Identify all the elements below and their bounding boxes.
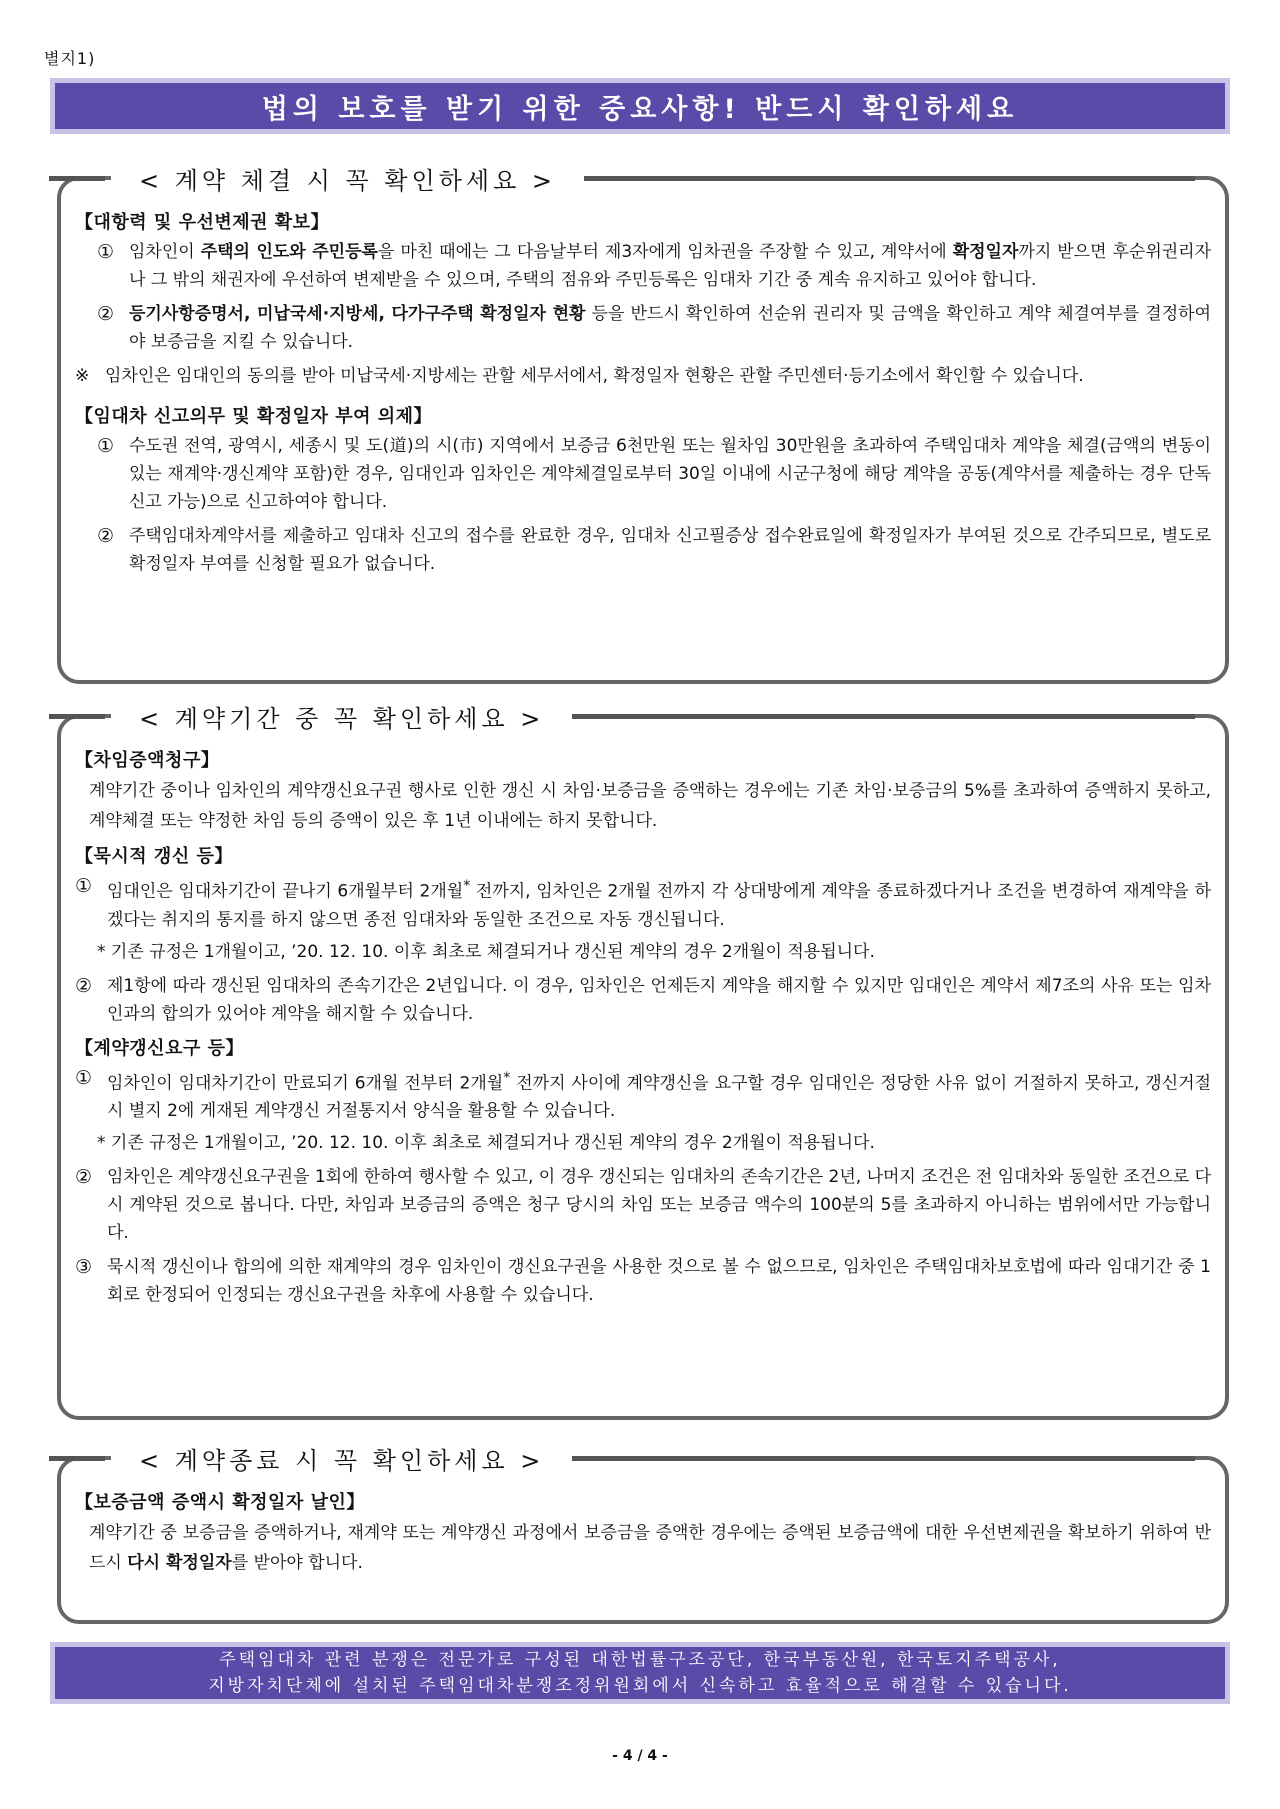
section-header xyxy=(111,158,1195,198)
list-item xyxy=(75,1064,1211,1126)
list-item xyxy=(75,972,1211,1028)
item-text: 수도권 전역, 광역시, 세종시 및 도(道)의 시(市) 지역에서 보증금 6천만원 또는 월차임 30만원을 초과하여 주택임대차 계약을 체결(금액의 변동이 있는 재계약·갱신계약 포함)한 경우, 임대인과 임차인은 계약체결일로부터 30일 이내에 시군구청에 해당 계약을 공동(계약서를 제출하는 경우 단독신고 가능)으로 신고하여야 합니다. xyxy=(129,436,1211,512)
section-contract-period xyxy=(57,704,1229,1420)
note-text: 임차인은 임대인의 동의를 받아 미납국세·지방세는 관할 세무서에서, 확정일자 현황은 관할 주민센터·등기소에서 확인할 수 있습니다. xyxy=(105,366,1084,386)
list-item xyxy=(97,432,1211,516)
item-text: 임차인은 계약갱신요구권을 1회에 한하여 행사할 수 있고, 이 경우 갱신되는 임대차의 존속기간은 2년, 나머지 조건은 전 임대차와 동일한 조건으로 다시 계약된 것으로 봅니다. 다만, 차임과 보증금의 증액은 청구 당시의 차임 또는 보증금 액수의 100분의 5를 초과하지 아니하는 범위에서만 가능합니다. xyxy=(107,1167,1212,1244)
list-item xyxy=(75,1163,1211,1247)
item-number: ① xyxy=(75,1066,93,1089)
page-number: - 4 / 4 - xyxy=(612,1748,668,1764)
list-item xyxy=(97,238,1211,294)
subheading: 【묵시적 갱신 등】 xyxy=(75,846,233,867)
header-rule-right xyxy=(572,714,1195,719)
item-text: 주택임대차계약서를 제출하고 임대차 신고의 접수를 완료한 경우, 임대차 신고필증상 접수완료일에 확정일자가 부여된 것으로 간주되므로, 별도로 확정일자 부여를 신청할 필요가 없습니다. xyxy=(129,526,1211,574)
paragraph: 계약기간 중이나 임차인의 계약갱신요구권 행사로 인한 갱신 시 차임·보증금을 증액하는 경우에는 기존 차임·보증금의 5%를 초과하여 증액하지 못하고, 계약체결 또는 약정한 차임 등의 증액이 있은 후 1년 이내에는 하지 못합니다. xyxy=(89,781,1211,831)
item-number: ① xyxy=(97,241,115,263)
item-number: ③ xyxy=(75,1256,93,1279)
header-rule-left xyxy=(49,714,105,719)
subheading: 【차임증액청구】 xyxy=(75,750,220,771)
section-title: < 계약종료 시 꼭 확인하세요 > xyxy=(111,1441,572,1476)
subheading: 【보증금액 증액시 확정일자 날인】 xyxy=(75,1492,365,1513)
list-item xyxy=(75,872,1211,934)
item-number: ② xyxy=(75,974,93,997)
subheading: 【임대차 신고의무 및 확정일자 부여 의제】 xyxy=(75,406,433,427)
item-text: 임대인은 임대차기간이 끝나기 6개월부터 2개월* 전까지, 임차인은 2개월 전까지 각 상대방에게 계약을 종료하겠다거나 조건을 변경하여 재계약을 하겠다는 취지의 통지를 하지 않으면 종전 임대차와 동일한 조건으로 자동 갱신됩니다. xyxy=(107,878,1212,930)
paragraph: 계약기간 중 보증금을 증액하거나, 재계약 또는 계약갱신 과정에서 보증금을 증액한 경우에는 증액된 보증금액에 대한 우선변제권을 확보하기 위하여 반드시 다시 확정일자를 받아야 합니다. xyxy=(89,1523,1211,1573)
section-title: < 계약기간 중 꼭 확인하세요 > xyxy=(111,699,572,734)
item-number: ① xyxy=(75,875,93,897)
footnote: * 기존 규정은 1개월이고, ’20. 12. 10. 이후 최초로 체결되거나 갱신된 계약의 경우 2개월이 적용됩니다. xyxy=(97,941,875,962)
footnote: * 기존 규정은 1개월이고, ’20. 12. 10. 이후 최초로 체결되거나 갱신된 계약의 경우 2개월이 적용됩니다. xyxy=(97,1133,875,1154)
section-header xyxy=(111,696,1195,736)
section-contract-signing xyxy=(57,166,1229,684)
list-item xyxy=(97,522,1211,578)
item-number: ② xyxy=(97,525,115,547)
item-text: 묵시적 갱신이나 합의에 의한 재계약의 경우 임차인이 갱신요구권을 사용한 것으로 볼 수 없으므로, 임차인은 주택임대차보호법에 따라 임대기간 중 1회로 한정되어 인정되는 갱신요구권을 차후에 사용할 수 있습니다. xyxy=(107,1257,1211,1306)
header-rule-left xyxy=(49,1456,105,1461)
footer-banner xyxy=(50,1642,1230,1704)
header-rule-right xyxy=(584,176,1195,181)
item-text: 임차인이 주택의 인도와 주민등록을 마친 때에는 그 다음날부터 제3자에게 임차권을 주장할 수 있고, 계약서에 확정일자까지 받으면 후순위권리자나 그 밖의 채권자에 우선하여 변제받을 수 있으며, 주택의 점유와 주민등록은 임대차 기간 중 계속 유지하고 있어야 합니다. xyxy=(129,242,1212,290)
section-contract-end xyxy=(57,1446,1229,1624)
item-text: 등기사항증명서, 미납국세·지방세, 다가구주택 확정일자 현황 등을 반드시 확인하여 선순위 권리자 및 금액을 확인하고 계약 체결여부를 결정하여야 보증금을 지킬 수 있습니다. xyxy=(129,304,1211,352)
item-number: ② xyxy=(75,1166,93,1189)
header-rule-right xyxy=(572,1456,1195,1461)
subheading: 【계약갱신요구 등】 xyxy=(75,1037,244,1059)
section-title: < 계약 체결 시 꼭 확인하세요 > xyxy=(111,161,584,196)
item-text: 임차인이 임대차기간이 만료되기 6개월 전부터 2개월* 전까지 사이에 계약갱신을 요구할 경우 임대인은 정당한 사유 없이 거절하지 못하고, 갱신거절 시 별지 2에 게재된 계약갱신 거절통지서 양식을 활용할 수 있습니다. xyxy=(107,1069,1211,1122)
section-header xyxy=(111,1438,1195,1478)
note-mark: ※ xyxy=(75,366,90,386)
item-text: 제1항에 따라 갱신된 임대차의 존속기간은 2년입니다. 이 경우, 임차인은 언제든지 계약을 해지할 수 있지만 임대인은 계약서 제7조의 사유 또는 임차인과의 합의가 있어야 계약을 해지할 수 있습니다. xyxy=(107,975,1211,1024)
footer-line: 주택임대차 관련 분쟁은 전문가로 구성된 대한법률구조공단, 한국부동산원, 한국토지주택공사, xyxy=(219,1650,1061,1670)
item-number: ② xyxy=(97,303,115,325)
list-item xyxy=(75,1253,1211,1309)
page-title: 법의 보호를 받기 위한 중요사항! 반드시 확인하세요 xyxy=(50,78,1230,134)
footer-line: 지방자치단체에 설치된 주택임대차분쟁조정위원회에서 신속하고 효율적으로 해결할 수 있습니다. xyxy=(208,1676,1072,1696)
subheading: 【대항력 및 우선변제권 확보】 xyxy=(75,212,330,233)
annex-label: 별지1) xyxy=(44,49,96,68)
list-item xyxy=(97,300,1211,356)
item-number: ① xyxy=(97,435,115,457)
header-rule-left xyxy=(49,176,105,181)
note xyxy=(75,362,1211,390)
